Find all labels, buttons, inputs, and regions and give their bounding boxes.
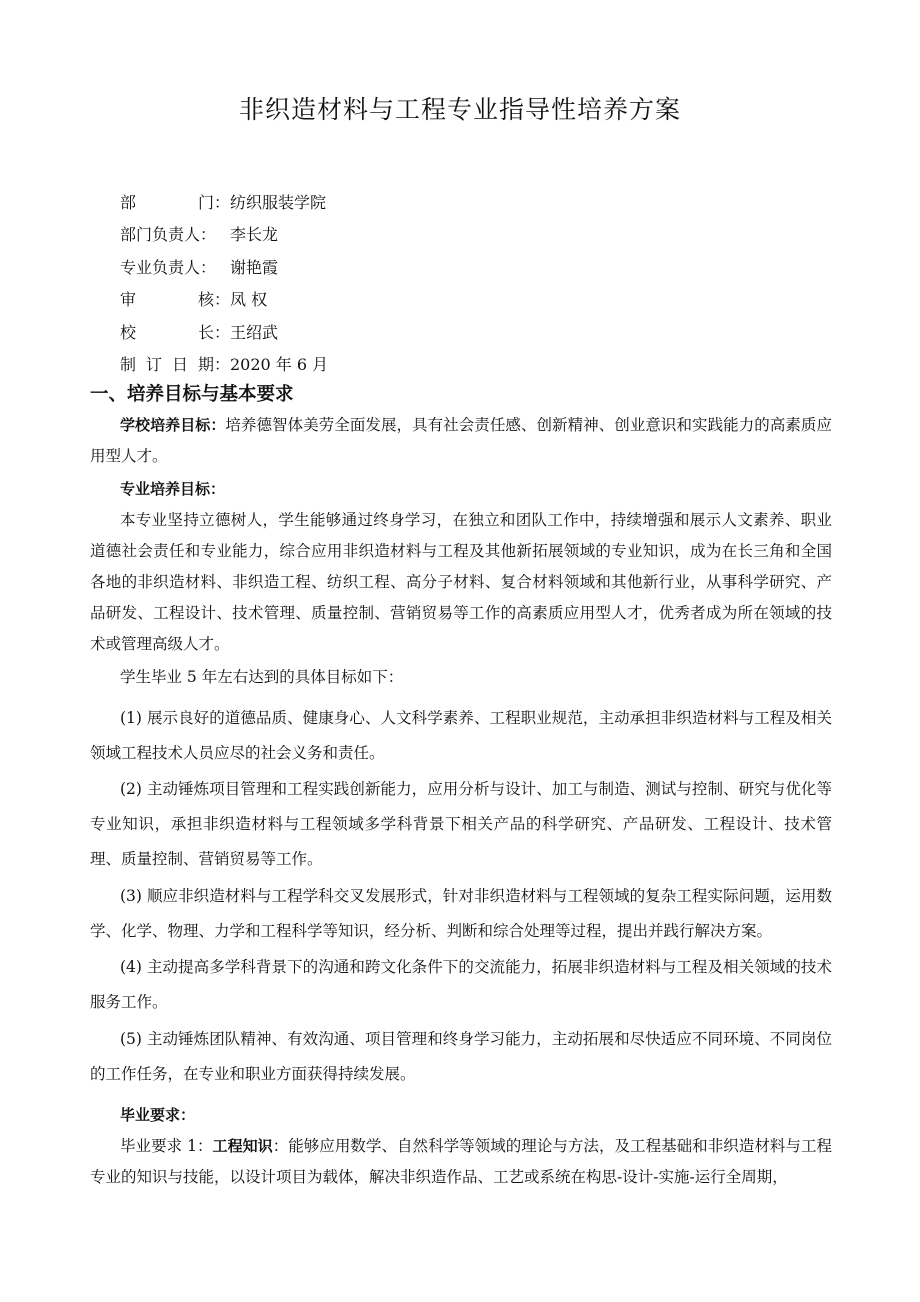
meta-label: 审 核：: [120, 290, 230, 310]
goal-item-2: (2) 主动锤炼项目管理和工程实践创新能力，应用分析与设计、加工与制造、测试与控制、研究与优化等专业知识，承担非织造材料与工程领域多学科背景下相关产品的科学研究、产品研发、工程设计、技术管理、质量控制、营销贸易等工作。: [90, 780, 832, 868]
meta-row-president: [120, 315, 328, 348]
meta-value: 2020 年 6 月: [230, 355, 329, 375]
grad-req-1-name: 工程知识: [212, 1137, 273, 1155]
school-goal-text: 培养德智体美劳全面发展，具有社会责任感、创新精神、创业意识和实践能力的高素质应用型人才。: [90, 416, 832, 465]
section-heading: 一、培养目标与基本要求: [90, 384, 294, 405]
meta-row-date: [120, 348, 328, 381]
document-title: 非织造材料与工程专业指导性培养方案: [238, 95, 681, 124]
grad-req-label: 毕业要求：: [120, 1106, 196, 1124]
meta-label: 专业负责人：: [120, 257, 217, 277]
goal-item-1: (1) 展示良好的道德品质、健康身心、人文科学素养、工程职业规范，主动承担非织造材料与工程及相关领域工程技术人员应尽的社会义务和责任。: [90, 709, 832, 762]
goal-item-4: (4) 主动提高多学科背景下的沟通和跨文化条件下的交流能力，拓展非织造材料与工程及相关领域的技术服务工作。: [90, 958, 832, 1011]
meta-value: 凤 权: [230, 290, 268, 310]
meta-label: 部 门：: [120, 192, 230, 212]
goal-item-5: (5) 主动锤炼团队精神、有效沟通、项目管理和终身学习能力，主动拓展和尽快适应不同环境、不同岗位的工作任务，在专业和职业方面获得持续发展。: [90, 1030, 832, 1083]
goals-intro: 学生毕业 5 年左右达到的具体目标如下：: [120, 668, 404, 686]
document-meta: [120, 185, 328, 380]
school-goal-paragraph: [90, 410, 832, 472]
meta-value: 王绍武: [230, 322, 279, 342]
grad-req-1-paragraph: [90, 1131, 832, 1193]
grad-req-1-text: ：能够应用数学、自然科学等领域的理论与方法，及工程基础和非织造材料与工程专业的知识与技能，以设计项目为载体，解决非织造作品、工艺或系统在构思-设计-实施-运行全周期，: [90, 1137, 832, 1186]
meta-label: 部门负责人：: [120, 225, 217, 245]
meta-value: 纺织服装学院: [230, 192, 327, 212]
meta-label: 校 长：: [120, 322, 230, 342]
goal-item-3: (3) 顺应非织造材料与工程学科交叉发展形式，针对非织造材料与工程领域的复杂工程实际问题，运用数学、化学、物理、力学和工程科学等知识，经分析、判断和综合处理等过程，提出并践行解决方案。: [90, 887, 832, 940]
school-goal-label: 学校培养目标：: [120, 416, 226, 434]
meta-row-department-head: [120, 218, 328, 251]
major-goal-paragraph: 本专业坚持立德树人，学生能够通过终身学习，在独立和团队工作中，持续增强和展示人文素养、职业道德社会责任和专业能力，综合应用非织造材料与工程及其他新拓展领域的专业知识，成为在长三角和全国各地的非织造材料、非织造工程、纺织工程、高分子材料、复合材料领域和其他新行业，从事科学研究、产品研发、工程设计、技术管理、质量控制、营销贸易等工作的高素质应用型人才，优秀者成为所在领域的技术或管理高级人才。: [90, 511, 832, 653]
grad-req-1-prefix: 毕业要求 1：: [120, 1137, 213, 1155]
meta-row-department: [120, 185, 328, 218]
meta-row-reviewer: [120, 283, 328, 316]
major-goal-label-paragraph: [90, 474, 832, 505]
meta-value: 李长龙: [230, 225, 279, 245]
meta-value: 谢艳霞: [230, 257, 279, 277]
meta-row-major-head: [120, 250, 328, 283]
meta-label: 制 订 日 期：: [120, 355, 230, 375]
major-goal-label: 专业培养目标：: [120, 480, 226, 498]
grad-req-label-paragraph: [90, 1100, 832, 1131]
